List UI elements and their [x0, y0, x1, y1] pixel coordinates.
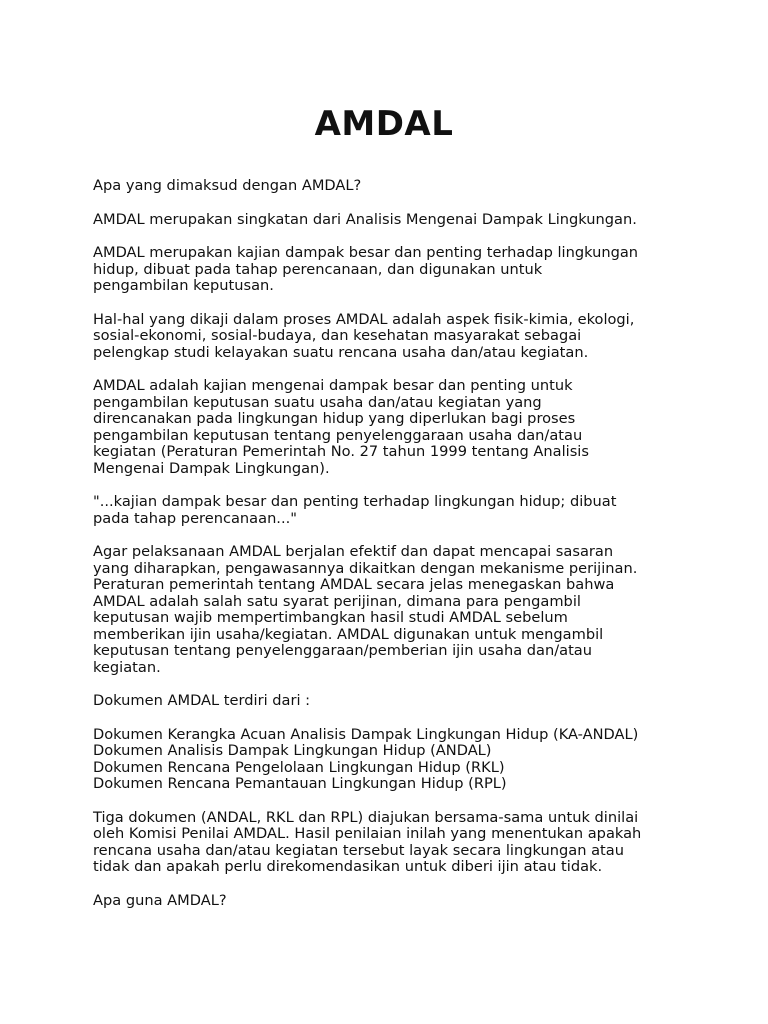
paragraph [93, 893, 693, 910]
text-line: Dokumen Rencana Pengelolaan Lingkungan Hidup (RKL) [93, 758, 505, 776]
text-line: pelengkap studi kelayakan suatu rencana usaha dan/atau kegiatan. [93, 343, 589, 361]
text-line: kegiatan. [93, 658, 161, 676]
paragraph [93, 212, 693, 229]
text-line: keputusan wajib mempertimbangkan hasil studi AMDAL sebelum [93, 609, 568, 626]
text-line: Dokumen Analisis Dampak Lingkungan Hidup (ANDAL) [93, 742, 492, 759]
text-line: Mengenai Dampak Lingkungan). [93, 459, 330, 477]
text-line: pada tahap perencanaan..." [93, 509, 297, 527]
text-line: yang diharapkan, pengawasannya dikaitkan dengan mekanisme perijinan. [93, 559, 638, 577]
text-line: Dokumen Rencana Pemantauan Lingkungan Hidup (RPL) [93, 775, 507, 792]
paragraph [93, 178, 693, 195]
paragraph [93, 727, 693, 793]
text-line: oleh Komisi Penilai AMDAL. Hasil penilaian inilah yang menentukan apakah [93, 825, 642, 842]
text-line: AMDAL adalah kajian mengenai dampak besar dan penting untuk [93, 377, 573, 394]
text-line: kegiatan (Peraturan Pemerintah No. 27 tahun 1999 tentang Analisis [93, 443, 589, 460]
paragraph [93, 378, 693, 477]
text-line: keputusan tentang penyelenggaraan/pemberian ijin usaha dan/atau [93, 642, 593, 659]
text-line: AMDAL merupakan singkatan dari Analisis Mengenai Dampak Lingkungan. [93, 210, 637, 228]
text-line: Peraturan pemerintah tentang AMDAL secara jelas menegaskan bahwa [93, 576, 615, 593]
page-title: AMDAL [314, 104, 454, 144]
text-line: Dokumen Kerangka Acuan Analisis Dampak Lingkungan Hidup (KA-ANDAL) [93, 725, 639, 743]
text-line: Hal-hal yang dikaji dalam proses AMDAL adalah aspek fisik-kimia, ekologi, [93, 310, 635, 328]
text-line: sosial-ekonomi, sosial-budaya, dan kesehatan masyarakat sebagai [93, 327, 582, 344]
paragraph [93, 312, 693, 362]
text-line: pengambilan keputusan suatu usaha dan/atau kegiatan yang [93, 393, 542, 411]
paragraph [93, 693, 693, 710]
text-line: AMDAL adalah salah satu syarat perijinan, dimana para pengambil [93, 592, 581, 610]
text-line: Apa guna AMDAL? [93, 891, 227, 909]
paragraph [93, 544, 693, 676]
text-line: pengambilan keputusan. [93, 277, 274, 294]
text-line: Apa yang dimaksud dengan AMDAL? [93, 177, 362, 194]
text-line: AMDAL merupakan kajian dampak besar dan penting terhadap lingkungan [93, 244, 639, 261]
document-body [93, 178, 693, 926]
text-line: hidup, dibuat pada tahap perencanaan, dan digunakan untuk [93, 260, 543, 278]
paragraph [93, 810, 693, 876]
text-line: Tiga dokumen (ANDAL, RKL dan RPL) diajukan bersama-sama untuk dinilai [93, 808, 639, 826]
text-line: Dokumen AMDAL terdiri dari : [93, 692, 311, 709]
text-line: rencana usaha dan/atau kegiatan tersebut layak secara lingkungan atau [93, 841, 624, 859]
text-line: direncanakan pada lingkungan hidup yang diperlukan bagi proses [93, 410, 576, 427]
paragraph [93, 494, 693, 527]
text-line: pengambilan keputusan tentang penyelenggaraan usaha dan/atau [93, 426, 583, 444]
paragraph [93, 245, 693, 295]
text-line: memberikan ijin usaha/kegiatan. AMDAL digunakan untuk mengambil [93, 625, 604, 643]
text-line: "...kajian dampak besar dan penting terhadap lingkungan hidup; dibuat [93, 493, 617, 510]
text-line: tidak dan apakah perlu direkomendasikan untuk diberi ijin atau tidak. [93, 858, 603, 875]
text-line: Agar pelaksanaan AMDAL berjalan efektif dan dapat mencapai sasaran [93, 543, 614, 560]
